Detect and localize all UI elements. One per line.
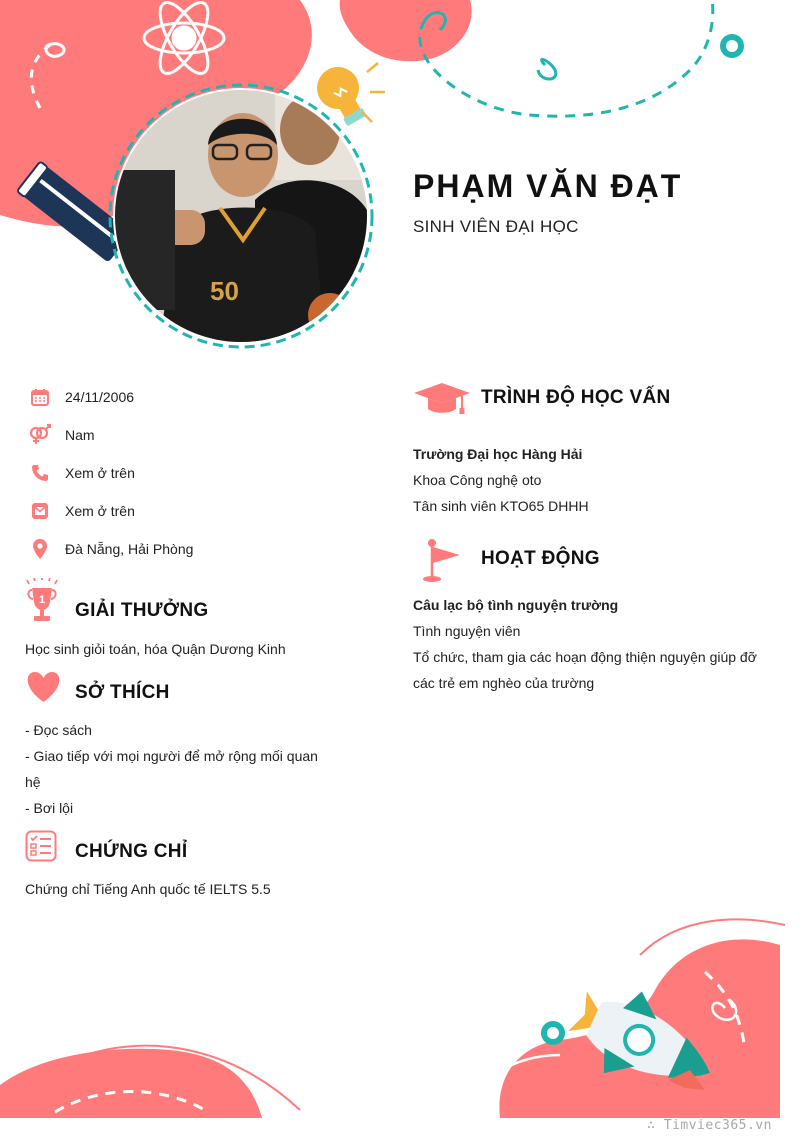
svg-text:1: 1 [38, 594, 46, 606]
bottom-left-blob [0, 1049, 262, 1118]
location-pin-icon [28, 537, 52, 561]
education-faculty: Khoa Công nghệ oto [413, 472, 542, 488]
hobby-item: hệ [25, 774, 41, 790]
calendar-icon [28, 385, 52, 409]
contact-gender [28, 423, 95, 447]
certificates-title: CHỨNG CHỈ [75, 841, 188, 862]
watermark: ∴ Timviec365.vn [647, 1118, 772, 1133]
certificates-text: Chứng chỉ Tiếng Anh quốc tế IELTS 5.5 [25, 881, 271, 897]
teal-ring-bottom [544, 1024, 562, 1042]
activity-position: Tình nguyện viên [413, 623, 521, 639]
contact-email [28, 499, 135, 523]
awards-text: Học sinh giỏi toán, hóa Quận Dương Kinh [25, 641, 286, 657]
phone-text[interactable]: Xem ở trên [65, 465, 135, 481]
candidate-name: PHẠM VĂN ĐẠT [413, 168, 683, 204]
education-detail: Tân sinh viên KTO65 DHHH [413, 498, 589, 514]
address-text: Đà Nẵng, Hải Phòng [65, 541, 194, 557]
svg-text:50: 50 [210, 276, 239, 306]
birthday-text: 24/11/2006 [65, 389, 135, 405]
education-school: Trường Đại học Hàng Hải [413, 446, 583, 462]
contact-birthday [28, 385, 134, 409]
activities-block [413, 592, 773, 696]
checklist-icon [25, 830, 57, 862]
phone-icon [28, 461, 52, 485]
hobbies-title: SỞ THÍCH [75, 682, 170, 703]
awards-title: GIẢI THƯỞNG [75, 600, 209, 621]
education-title: TRÌNH ĐỘ HỌC VẤN [481, 387, 671, 408]
hobby-item: - Bơi lội [25, 800, 74, 816]
education-block [413, 441, 773, 519]
gender-icon [28, 423, 52, 447]
email-icon [28, 499, 52, 523]
hobby-item: - Đọc sách [25, 722, 92, 738]
top-center-blob [340, 0, 472, 61]
trophy-icon [25, 578, 59, 624]
graduation-cap-icon [414, 381, 470, 415]
contact-phone [28, 461, 135, 485]
email-text[interactable]: Xem ở trên [65, 503, 135, 519]
activities-title: HOẠT ĐỘNG [481, 548, 600, 569]
profile-photo [115, 90, 367, 342]
profile-photo-graphic [115, 90, 367, 342]
candidate-role: SINH VIÊN ĐẠI HỌC [413, 217, 579, 236]
heart-icon [25, 670, 62, 704]
teal-ring [723, 37, 741, 55]
hobby-item: - Giao tiếp với mọi người để mở rộng mối quan [25, 748, 318, 764]
hobbies-list [25, 717, 325, 821]
flag-icon [420, 539, 462, 583]
activity-desc-line2: các trẻ em nghèo của trường [413, 675, 595, 691]
contact-address [28, 537, 193, 561]
activity-org: Câu lạc bộ tình nguyện trường [413, 597, 619, 613]
activity-desc-line1: Tổ chức, tham gia các hoạn động thiện nguyện giúp đỡ [413, 649, 757, 665]
gender-text: Nam [65, 427, 95, 443]
